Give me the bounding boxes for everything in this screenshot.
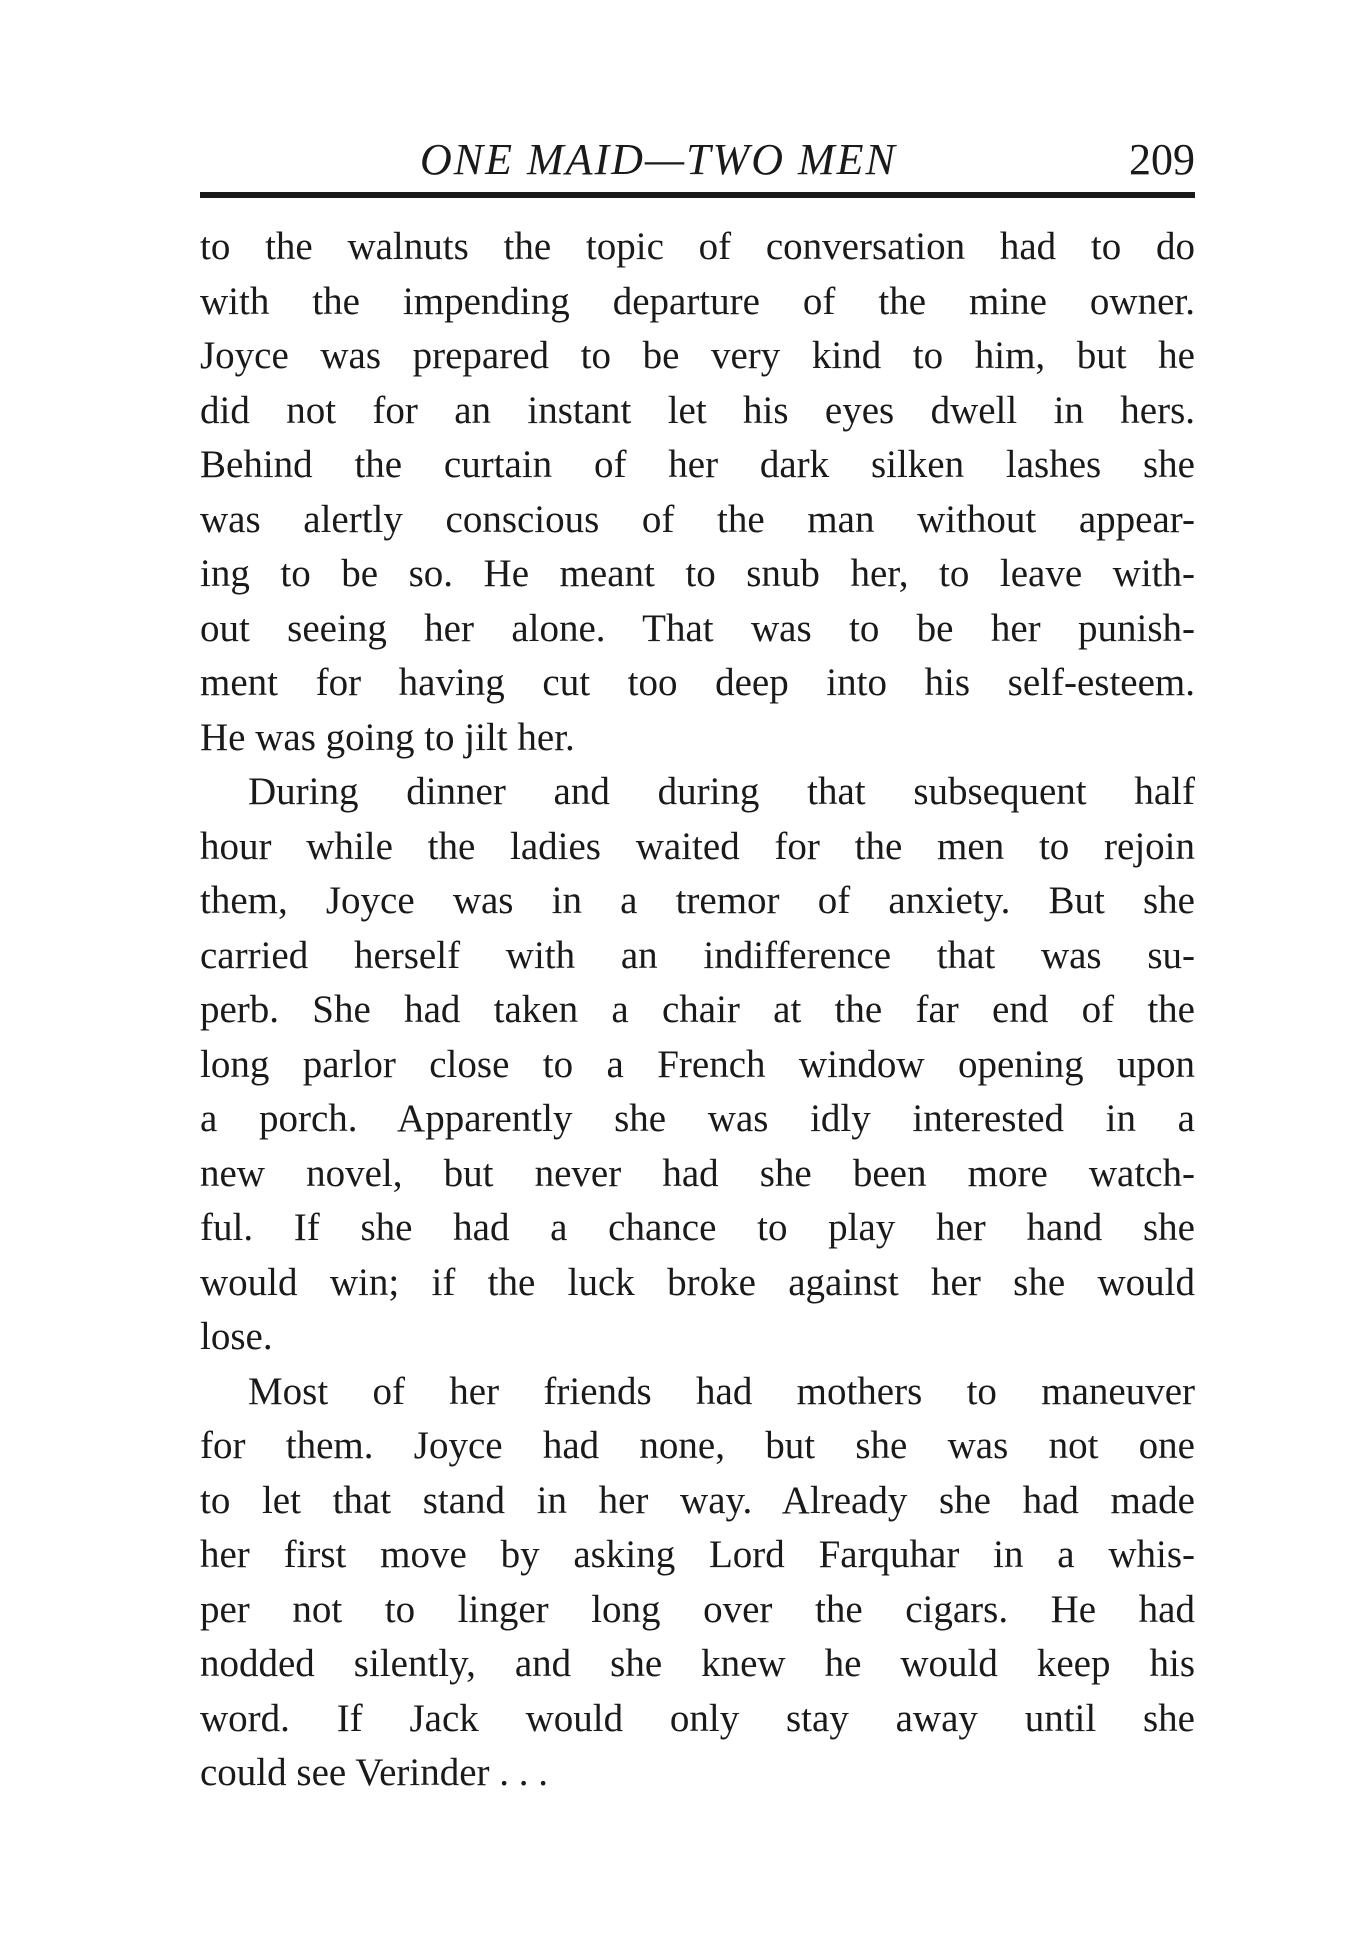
body-text bbox=[200, 220, 1195, 1801]
text-line: hour while the ladies waited for the men to rejoin bbox=[200, 824, 1195, 868]
text-line: her first move by asking Lord Farquhar in a whis- bbox=[200, 1533, 1195, 1576]
text-line: ful. If she had a chance to play her hand she bbox=[200, 1206, 1195, 1249]
text-line: ing to be so. He meant to snub her, to leave with- bbox=[200, 552, 1195, 595]
text-line: with the impending departure of the mine owner. bbox=[200, 279, 1195, 323]
text-line: to let that stand in her way. Already she had made bbox=[200, 1478, 1195, 1522]
text-line: for them. Joyce had none, but she was not one bbox=[200, 1424, 1195, 1467]
text-line: them, Joyce was in a tremor of anxiety. But she bbox=[200, 879, 1195, 922]
text-line: carried herself with an indifference that was su- bbox=[200, 933, 1195, 977]
text-line: to the walnuts the topic of conversation had to do bbox=[200, 225, 1195, 268]
text-line: out seeing her alone. That was to be her punish- bbox=[200, 606, 1195, 650]
text-line: new novel, but never had she been more watch- bbox=[200, 1151, 1195, 1195]
text-line: nodded silently, and she knew he would keep his bbox=[200, 1642, 1195, 1685]
text-line: did not for an instant let his eyes dwell in hers. bbox=[200, 388, 1195, 432]
text-line: lose. bbox=[200, 1315, 273, 1358]
page-number: 209 bbox=[1129, 135, 1195, 184]
header-rule bbox=[200, 192, 1195, 198]
text-line: was alertly conscious of the man without appear- bbox=[200, 497, 1195, 541]
text-line: Behind the curtain of her dark silken lashes she bbox=[200, 443, 1195, 486]
running-head bbox=[200, 130, 1195, 190]
text-line: He was going to jilt her. bbox=[200, 715, 575, 759]
running-title: ONE MAID—TWO MEN bbox=[420, 135, 897, 184]
text-line: Most of her friends had mothers to maneuver bbox=[248, 1369, 1195, 1413]
text-line: a porch. Apparently she was idly interested in a bbox=[200, 1097, 1195, 1140]
text-line: perb. She had taken a chair at the far end of the bbox=[200, 988, 1195, 1031]
text-line: could see Verinder . . . bbox=[200, 1751, 549, 1794]
text-line: would win; if the luck broke against her she would bbox=[200, 1260, 1195, 1304]
text-line: word. If Jack would only stay away until she bbox=[200, 1696, 1195, 1740]
text-line: Joyce was prepared to be very kind to him, but he bbox=[200, 334, 1195, 377]
text-line: long parlor close to a French window opening upon bbox=[200, 1042, 1195, 1086]
text-line: per not to linger long over the cigars. He had bbox=[200, 1587, 1195, 1631]
text-line: ment for having cut too deep into his self-esteem. bbox=[200, 661, 1195, 704]
text-line: During dinner and during that subsequent half bbox=[248, 770, 1195, 813]
